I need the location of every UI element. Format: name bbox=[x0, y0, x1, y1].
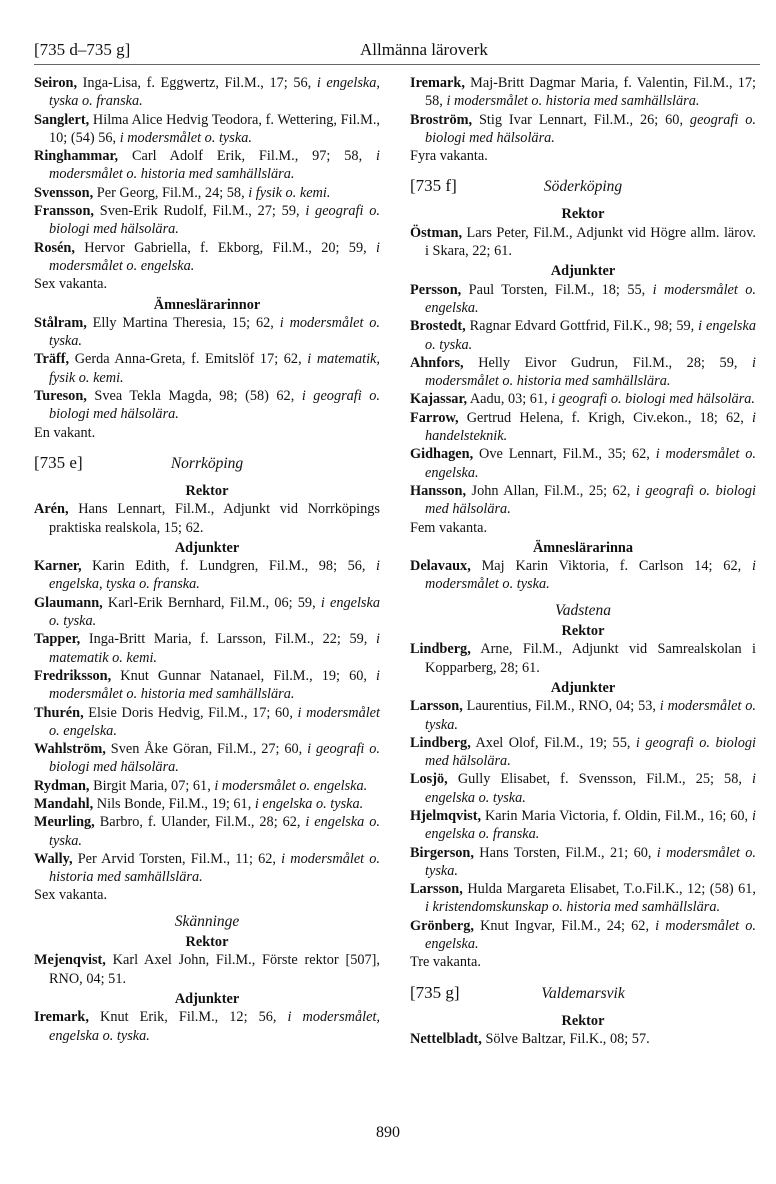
right-column bbox=[410, 74, 756, 1048]
staff-subjects: i handelsteknik. bbox=[425, 409, 756, 445]
staff-subjects: i geografi o. biologi med hälsolära. bbox=[425, 734, 756, 770]
role-heading: Ämneslärarinna bbox=[532, 539, 634, 556]
staff-details: Nils Bonde, Fil.M., 19; 61, bbox=[93, 795, 255, 812]
staff-name: Tureson, bbox=[34, 388, 87, 405]
role-heading: Adjunkter bbox=[550, 679, 616, 696]
staff-details: Hervor Gabriella, f. Ekborg, Fil.M., 20; 59, bbox=[74, 239, 377, 256]
staff-details: Birgit Maria, 07; 61, bbox=[89, 777, 215, 794]
staff-name: Grönberg, bbox=[410, 917, 474, 934]
staff-subjects: i modersmålet o. engelska. bbox=[49, 239, 380, 274]
staff-details: Karin Maria Victoria, f. Oldin, Fil.M., 16; 60, bbox=[481, 807, 753, 824]
staff-subjects: i matematik, fysik o. kemi. bbox=[49, 351, 380, 386]
staff-name: Tapper, bbox=[34, 631, 81, 648]
staff-entry bbox=[34, 951, 380, 988]
role-heading: Adjunkter bbox=[174, 990, 240, 1007]
staff-details: Hilma Alice Hedvig Teodora, f. Wettering, Fil.M., 10; (54) 56, bbox=[49, 111, 380, 146]
staff-name: Ringhammar, bbox=[34, 148, 119, 165]
staff-name: Lindberg, bbox=[410, 641, 471, 658]
staff-name: Rosén, bbox=[34, 239, 75, 256]
staff-entry bbox=[34, 630, 380, 667]
staff-entry bbox=[410, 557, 756, 594]
staff-entry bbox=[34, 740, 380, 777]
staff-details: Axel Olof, Fil.M., 19; 55, bbox=[470, 734, 636, 751]
staff-subjects: i modersmålet o. engelska. bbox=[425, 917, 757, 953]
staff-subjects: i kristendomskunskap o. historia med samhällslära. bbox=[425, 899, 721, 916]
staff-entry bbox=[410, 317, 756, 354]
staff-name: Träff, bbox=[34, 351, 70, 368]
staff-entry bbox=[34, 387, 380, 424]
staff-entry bbox=[410, 354, 756, 391]
staff-entry bbox=[34, 500, 380, 537]
staff-name: Gidhagen, bbox=[410, 446, 474, 463]
staff-name: Hansson, bbox=[410, 482, 467, 499]
section-ref: [735 g] bbox=[410, 982, 460, 1002]
staff-details: Sven-Erik Rudolf, Fil.M., 27; 59, bbox=[93, 203, 306, 220]
staff-entry bbox=[410, 224, 756, 261]
staff-entry bbox=[34, 557, 380, 594]
town-heading: Skänninge bbox=[174, 912, 240, 930]
staff-name: Seiron, bbox=[34, 75, 78, 91]
staff-subjects: i modersmålet o. engelska. bbox=[425, 281, 756, 316]
staff-subjects: i engelska o. tyska. bbox=[425, 771, 756, 806]
staff-details: Karl-Erik Bernhard, Fil.M., 06; 59, bbox=[102, 594, 321, 611]
staff-name: Ahnfors, bbox=[410, 354, 464, 371]
staff-details: Gertrud Helena, f. Krigh, Civ.ekon., 18; 62, bbox=[458, 409, 753, 426]
staff-name: Iremark, bbox=[34, 1009, 89, 1026]
staff-entry bbox=[34, 111, 380, 148]
staff-details: Knut Ingvar, Fil.M., 24; 62, bbox=[473, 917, 656, 934]
staff-entry bbox=[34, 850, 380, 887]
staff-entry bbox=[34, 147, 380, 184]
staff-entry bbox=[410, 281, 756, 318]
staff-subjects: i geografi o. biologi med hälsolära. bbox=[551, 391, 755, 408]
staff-subjects: i modersmålet o. tyska. bbox=[425, 844, 756, 879]
staff-entry bbox=[410, 697, 756, 734]
staff-entry bbox=[34, 74, 380, 111]
town-heading: Söderköping bbox=[543, 178, 623, 196]
staff-subjects: i engelska o. tyska. bbox=[49, 814, 380, 849]
staff-entry bbox=[410, 390, 756, 408]
staff-details: Inga-Lisa, f. Eggwertz, Fil.M., 17; 56, bbox=[77, 75, 317, 91]
staff-entry bbox=[410, 880, 756, 917]
role-heading: Rektor bbox=[185, 934, 229, 951]
staff-name: Fransson, bbox=[34, 203, 94, 220]
staff-name: Glaumann, bbox=[34, 594, 103, 611]
staff-subjects: i modersmålet o. historia med samhällslära. bbox=[425, 354, 756, 390]
staff-details: Gully Elisabet, f. Svensson, Fil.M., 25; 58, bbox=[447, 771, 753, 788]
staff-subjects: i modersmålet o. historia med samhällslära. bbox=[49, 667, 380, 703]
staff-entry bbox=[410, 74, 756, 111]
staff-details: Sven Åke Göran, Fil.M., 27; 60, bbox=[105, 741, 308, 758]
staff-entry bbox=[34, 239, 380, 276]
staff-name: Lindberg, bbox=[410, 734, 471, 751]
staff-entry bbox=[34, 1008, 380, 1045]
staff-name: Larsson, bbox=[410, 698, 463, 715]
header-title: Allmänna läroverk bbox=[360, 40, 488, 59]
staff-details: Hans Torsten, Fil.M., 21; 60, bbox=[473, 844, 657, 861]
staff-details: Laurentius, Fil.M., RNO, 04; 53, bbox=[462, 698, 660, 715]
staff-entry bbox=[34, 184, 380, 202]
staff-subjects: i geografi o. biologi med hälsolära. bbox=[49, 741, 380, 776]
staff-entry bbox=[410, 482, 756, 519]
vacancy-note: Sex vakanta. bbox=[34, 887, 108, 904]
staff-details: Maj-Britt Dagmar Maria, f. Valentin, Fil.M., 17; 58, bbox=[425, 75, 756, 110]
staff-details: Ove Lennart, Fil.M., 35; 62, bbox=[473, 446, 656, 463]
staff-subjects: i modersmålet o. engelska. bbox=[49, 704, 381, 739]
staff-entry bbox=[410, 640, 756, 677]
staff-subjects: i fysik o. kemi. bbox=[248, 184, 331, 201]
staff-subjects: i modersmålet o. historia med samhällslära. bbox=[49, 148, 380, 183]
staff-name: Iremark, bbox=[410, 75, 465, 91]
staff-details: Elsie Doris Hedvig, Fil.M., 17; 60, bbox=[83, 704, 298, 721]
staff-subjects: i modersmålet o. tyska. bbox=[425, 558, 756, 593]
section-heading bbox=[410, 982, 756, 1008]
staff-name: Birgerson, bbox=[410, 844, 474, 861]
staff-details: Hans Lennart, Fil.M., Adjunkt vid Norrköpings praktiska realskola, 15; 62. bbox=[49, 501, 380, 536]
staff-entry bbox=[410, 1030, 756, 1048]
staff-details: Gerda Anna-Greta, f. Emitslöf 17; 62, bbox=[69, 351, 308, 368]
staff-name: Sanglert, bbox=[34, 111, 90, 128]
staff-name: Farrow, bbox=[410, 409, 459, 426]
town-heading: Norrköping bbox=[170, 454, 244, 472]
staff-name: Broström, bbox=[410, 111, 473, 128]
staff-subjects: i geografi o. biologi med hälsolära. bbox=[49, 203, 380, 238]
section-ref: [735 e] bbox=[34, 452, 83, 472]
staff-entry bbox=[410, 111, 756, 148]
staff-subjects: i modersmålet o. tyska. bbox=[49, 314, 381, 350]
staff-subjects: i engelska o. tyska. bbox=[425, 318, 756, 353]
staff-details: Paul Torsten, Fil.M., 18; 55, bbox=[461, 281, 653, 298]
staff-details: Hulda Margareta Elisabet, T.o.Fil.K., 12; (58) 61, bbox=[462, 881, 756, 898]
staff-name: Svensson, bbox=[34, 184, 94, 201]
staff-entry bbox=[34, 202, 380, 239]
staff-entry bbox=[410, 844, 756, 881]
section-ref: [735 f] bbox=[410, 176, 457, 196]
role-heading: Adjunkter bbox=[174, 539, 240, 556]
town-heading: Vadstena bbox=[555, 601, 611, 619]
staff-entry bbox=[34, 795, 380, 813]
staff-details: Barbro, f. Ulander, Fil.M., 28; 62, bbox=[94, 814, 306, 831]
role-heading: Rektor bbox=[561, 1012, 605, 1029]
staff-subjects: i engelska o. tyska. bbox=[49, 594, 380, 630]
staff-details: Lars Peter, Fil.M., Adjunkt vid Högre allm. lärov. i Skara, 22; 61. bbox=[425, 224, 756, 260]
staff-subjects: i modersmålet, engelska o. tyska. bbox=[49, 1009, 380, 1044]
staff-name: Östman, bbox=[410, 224, 463, 241]
staff-details: Ragnar Edvard Gottfrid, Fil.K., 98; 59, bbox=[465, 318, 699, 335]
staff-name: Larsson, bbox=[410, 881, 463, 898]
staff-name: Delavaux, bbox=[410, 558, 471, 575]
staff-name: Mandahl, bbox=[34, 795, 94, 812]
staff-name: Persson, bbox=[410, 281, 462, 298]
staff-name: Wahlström, bbox=[34, 741, 106, 758]
staff-name: Karner, bbox=[34, 558, 82, 575]
staff-details: Elly Martina Theresia, 15; 62, bbox=[86, 314, 280, 331]
page-number: 890 bbox=[376, 1124, 400, 1141]
staff-entry bbox=[410, 917, 756, 954]
staff-entry bbox=[410, 807, 756, 844]
staff-details: Per Arvid Torsten, Fil.M., 11; 62, bbox=[72, 850, 282, 867]
staff-details: Maj Karin Viktoria, f. Carlson 14; 62, bbox=[470, 558, 753, 575]
role-heading: Adjunkter bbox=[550, 263, 616, 280]
staff-name: Nettelbladt, bbox=[410, 1030, 482, 1047]
staff-entry bbox=[34, 777, 380, 795]
header-section-ref: [735 d–735 g] bbox=[34, 40, 131, 59]
staff-name: Stålram, bbox=[34, 314, 87, 331]
staff-name: Wally, bbox=[34, 850, 73, 867]
staff-entry bbox=[34, 704, 380, 741]
staff-name: Meurling, bbox=[34, 814, 95, 831]
staff-subjects: i modersmålet o. tyska. bbox=[425, 698, 756, 733]
staff-details: Carl Adolf Erik, Fil.M., 97; 58, bbox=[118, 148, 377, 165]
left-column bbox=[34, 74, 380, 1045]
staff-subjects: i modersmålet o. historia med samhällslära. bbox=[446, 93, 700, 110]
staff-details: Stig Ivar Lennart, Fil.M., 26; 60, bbox=[472, 111, 690, 128]
staff-name: Kajassar, bbox=[410, 391, 468, 408]
staff-details: Svea Tekla Magda, 98; (58) 62, bbox=[86, 388, 302, 405]
staff-name: Hjelmqvist, bbox=[410, 807, 482, 824]
staff-details: Aadu, 03; 61, bbox=[467, 391, 552, 408]
staff-subjects: i engelska o. franska. bbox=[425, 807, 756, 843]
staff-name: Mejenqvist, bbox=[34, 952, 106, 969]
staff-entry bbox=[34, 594, 380, 631]
running-header bbox=[34, 36, 760, 65]
staff-subjects: i engelska o. tyska. bbox=[254, 795, 364, 812]
staff-details: Karin Edith, f. Lundgren, Fil.M., 98; 56, bbox=[81, 558, 377, 575]
staff-details: John Allan, Fil.M., 25; 62, bbox=[466, 482, 636, 499]
staff-details: Sölve Baltzar, Fil.K., 08; 57. bbox=[481, 1030, 650, 1047]
staff-subjects: geografi o. biologi med hälsolära. bbox=[425, 111, 756, 146]
section-heading bbox=[34, 452, 380, 478]
staff-entry bbox=[34, 350, 380, 387]
vacancy-note: Fyra vakanta. bbox=[410, 148, 488, 165]
staff-details: Karl Axel John, Fil.M., Förste rektor [507], RNO, 04; 51. bbox=[49, 952, 380, 987]
staff-name: Thurén, bbox=[34, 704, 84, 721]
role-heading: Rektor bbox=[185, 482, 229, 499]
staff-details: Knut Gunnar Natanael, Fil.M., 19; 60, bbox=[111, 667, 377, 684]
staff-entry bbox=[34, 667, 380, 704]
staff-entry bbox=[410, 409, 756, 446]
staff-name: Fredriksson, bbox=[34, 667, 112, 684]
staff-subjects: i geografi o. biologi med hälsolära. bbox=[425, 482, 756, 518]
staff-details: Helly Eivor Gudrun, Fil.M., 28; 59, bbox=[463, 354, 753, 371]
staff-name: Arén, bbox=[34, 501, 69, 518]
role-heading: Rektor bbox=[561, 206, 605, 223]
staff-entry bbox=[410, 734, 756, 771]
staff-subjects: i modersmålet o. engelska. bbox=[214, 777, 368, 794]
staff-subjects: i engelska, tyska o. franska. bbox=[49, 558, 380, 593]
staff-details: Arne, Fil.M., Adjunkt vid Samrealskolan i Kopparberg, 28; 61. bbox=[425, 641, 756, 676]
section-heading bbox=[410, 175, 756, 201]
role-heading: Ämneslärarinnor bbox=[153, 296, 261, 313]
town-heading: Valdemarsvik bbox=[541, 984, 625, 1002]
staff-entry bbox=[34, 813, 380, 850]
staff-subjects: i engelska, tyska o. franska. bbox=[49, 75, 380, 110]
staff-subjects: i modersmålet o. tyska. bbox=[119, 129, 252, 146]
vacancy-note: Fem vakanta. bbox=[410, 519, 488, 536]
vacancy-note: Tre vakanta. bbox=[410, 954, 481, 971]
staff-details: Per Georg, Fil.M., 24; 58, bbox=[93, 184, 249, 201]
staff-name: Brostedt, bbox=[410, 318, 466, 335]
vacancy-note: Sex vakanta. bbox=[34, 276, 108, 293]
staff-name: Rydman, bbox=[34, 777, 90, 794]
staff-details: Knut Erik, Fil.M., 12; 56, bbox=[88, 1009, 288, 1026]
staff-subjects: i modersmålet o. engelska. bbox=[425, 446, 757, 481]
staff-entry bbox=[410, 770, 756, 807]
role-heading: Rektor bbox=[561, 623, 605, 640]
staff-entry bbox=[34, 314, 380, 351]
staff-details: Inga-Britt Maria, f. Larsson, Fil.M., 22; 59, bbox=[80, 631, 377, 648]
staff-name: Losjö, bbox=[410, 771, 448, 788]
staff-subjects: i matematik o. kemi. bbox=[49, 631, 380, 666]
staff-entry bbox=[410, 445, 756, 482]
vacancy-note: En vakant. bbox=[34, 424, 96, 441]
staff-subjects: i modersmålet o. historia med samhällslära. bbox=[49, 850, 381, 886]
staff-subjects: i geografi o. biologi med hälsolära. bbox=[49, 388, 380, 423]
